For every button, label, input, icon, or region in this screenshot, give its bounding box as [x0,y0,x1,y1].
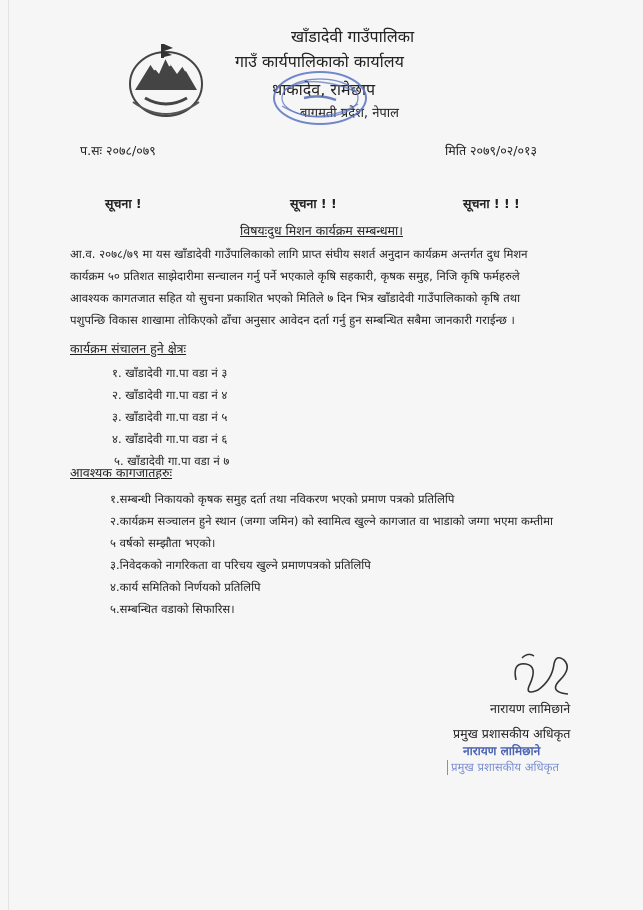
notice-label-2: सूचना ! ! [290,196,337,211]
office-name: गाउँ कार्यपालिकाको कार्यालय [235,52,404,71]
subject-line: विषयःदुध मिशन कार्यक्रम सम्बन्धमा। [240,223,403,238]
scan-edge [8,0,9,910]
paragraph-line: कार्यक्रम ५० प्रतिशत साझेदारीमा सन्चालन गर्नु पर्ने भएकाले कृषि सहकारी, कृषक समुह, निजि कृषि फर्महरुले [70,269,520,283]
list-item: ५. खाँडादेवी गा.पा वडा नं ७ [114,454,230,468]
notice-label-3: सूचना ! ! ! [463,196,520,211]
signatory-name: नारायण लामिछाने [490,701,571,716]
issue-date: मिति २०७९/०२/०१३ [445,143,537,158]
list-item: ४.कार्य समितिको निर्णयको प्रतिलिपि [110,580,261,594]
list-item: ४. खाँडादेवी गा.पा वडा नं ६ [112,432,228,446]
list-item: २.कार्यक्रम सञ्चालन हुने स्थान (जग्गा जमिन) को स्वामित्व खुल्ने कागजात वा भाडाको जग्गा भएमा कम्तीमा [110,514,553,528]
signature-icon [508,650,574,700]
documents-heading: आवश्यक कागजातहरुः [70,465,173,480]
list-item: १. खाँडादेवी गा.पा वडा नं ३ [112,366,228,380]
list-item: ३. खाँडादेवी गा.पा वडा नं ५ [112,410,228,424]
office-location: थाकादेव, रामेछाप [272,80,376,99]
paragraph-line: पशुपन्छि विकास शाखामा तोकिएको ढाँचा अनुसार आवेदन दर्ता गर्नु हुन सम्बन्धित सबैमा जानकारी गराईन्छ । [70,313,515,327]
list-item: ३.निवेदकको नागरिकता वा परिचय खुल्ने प्रमाणपत्रको प्रतिलिपि [110,558,371,572]
office-province: बागमती प्रदेश, नेपाल [300,106,399,121]
notice-label-1: सूचना ! [105,196,142,211]
list-item: २. खाँडादेवी गा.पा वडा नं ४ [112,388,228,402]
paragraph-line: आवश्यक कागतजात सहित यो सुचना प्रकाशित भएको मितिले ७ दिन भित्र खाँडादेवी गाउँपालिकाको कृषि तथा [70,291,521,305]
list-item: ५.सम्बन्धित वडाको सिफारिस। [110,602,235,616]
list-item: ५ वर्षको सम्झौता भएको। [110,536,216,550]
signatory-title: प्रमुख प्रशासकीय अधिकृत [453,726,571,741]
signatory-stamp-name: नारायण लामिछाने [463,744,541,758]
reference-number: प.सः २०७८/०७९ [80,143,156,158]
office-stamp-icon [262,60,372,132]
areas-heading: कार्यक्रम संचालन हुने क्षेत्रः [70,341,187,356]
municipality-name: खाँडादेवी गाउँपालिका [291,27,415,46]
paragraph-line: आ.व. २०७८/७९ मा यस खाँडादेवी गाउँपालिकाको लागि प्राप्त संघीय सशर्त अनुदान कार्यक्रम अन्तर्गत दुध मिशन [70,247,528,261]
nepal-emblem-icon [125,40,207,120]
signatory-stamp-title: प्रमुख प्रशासकीय अधिकृत [447,760,559,775]
list-item: १.सम्बन्धी निकायको कृषक समुह दर्ता तथा नविकरण भएको प्रमाण पत्रको प्रतिलिपि [110,492,455,506]
